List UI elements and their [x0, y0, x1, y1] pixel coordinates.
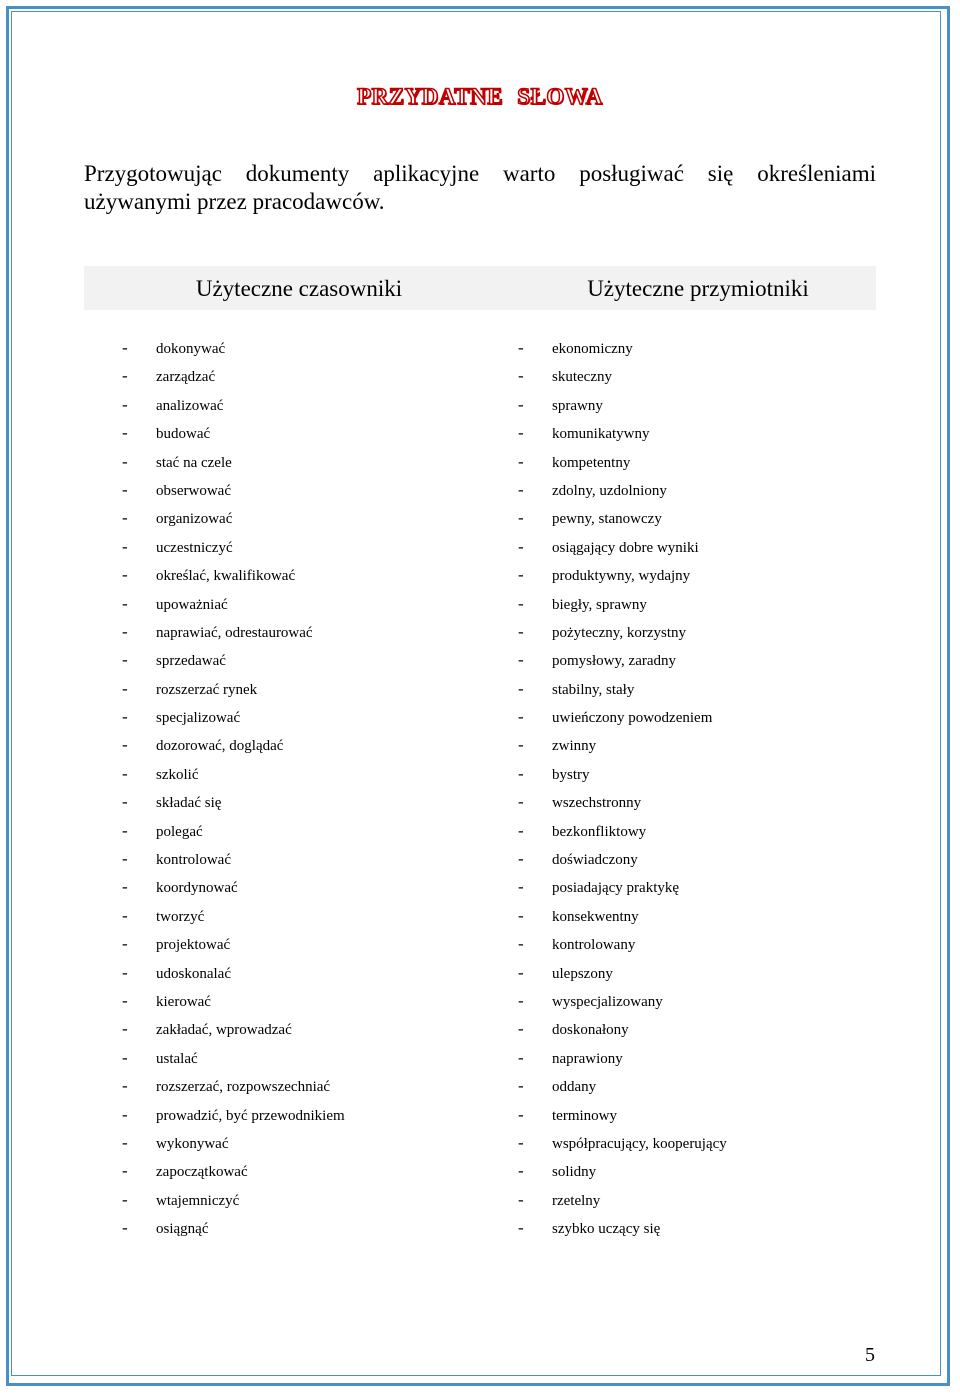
list-item [122, 1044, 345, 1072]
list-item-text: wykonywać [156, 1135, 229, 1152]
list-item [122, 1015, 345, 1043]
bullet-dash: - [122, 849, 128, 869]
list-item [122, 476, 345, 504]
list-item [518, 334, 727, 362]
bullet-dash: - [122, 735, 128, 755]
list-item-text: szybko uczący się [552, 1221, 661, 1238]
bullet-dash: - [122, 366, 128, 386]
list-item-text: produktywny, wydajny [552, 568, 691, 585]
bullet-dash: - [122, 593, 128, 613]
list-item-text: konsekwentny [552, 908, 639, 925]
bullet-dash: - [122, 934, 128, 954]
list-item-text: bystry [552, 766, 590, 783]
bullet-dash: - [122, 1132, 128, 1152]
bullet-dash: - [122, 479, 128, 499]
verbs-list [122, 334, 345, 1243]
list-item-text: określać, kwalifikować [156, 568, 296, 585]
list-item-text: budować [156, 426, 211, 443]
bullet-dash: - [518, 735, 524, 755]
list-item [122, 504, 345, 532]
bullet-dash: - [122, 962, 128, 982]
bullet-dash: - [518, 1104, 524, 1124]
list-item [122, 1157, 345, 1185]
list-item [518, 362, 727, 390]
list-item [518, 1186, 727, 1214]
list-item [122, 902, 345, 930]
page-number: 5 [865, 1344, 875, 1366]
bullet-dash: - [122, 707, 128, 727]
list-item [518, 1072, 727, 1100]
list-item-text: rozszerzać, rozpowszechniać [156, 1079, 331, 1096]
list-item [518, 731, 727, 759]
list-item [122, 334, 345, 362]
bullet-dash: - [122, 565, 128, 585]
list-item-text: sprawny [552, 397, 603, 414]
list-item [518, 1101, 727, 1129]
list-item [122, 873, 345, 901]
list-item-text: osiągnąć [156, 1221, 209, 1238]
list-item [518, 703, 727, 731]
list-item-text: naprawiony [552, 1050, 623, 1067]
bullet-dash: - [518, 990, 524, 1010]
list-item-text: sprzedawać [156, 653, 226, 670]
list-item-text: szkolić [156, 766, 199, 783]
list-item-text: uwieńczony powodzeniem [552, 710, 713, 727]
list-item [122, 1129, 345, 1157]
bullet-dash: - [518, 934, 524, 954]
list-item [518, 902, 727, 930]
bullet-dash: - [122, 905, 128, 925]
list-item-text: skuteczny [552, 369, 612, 386]
list-item-text: pożyteczny, korzystny [552, 624, 686, 641]
list-item [122, 561, 345, 589]
bullet-dash: - [122, 1047, 128, 1067]
list-item [122, 618, 345, 646]
adjectives-list [518, 334, 727, 1243]
bullet-dash: - [122, 338, 128, 357]
list-item-text: organizować [156, 511, 233, 528]
bullet-dash: - [122, 763, 128, 783]
bullet-dash: - [122, 1218, 128, 1238]
list-item [122, 1101, 345, 1129]
list-item [122, 448, 345, 476]
bullet-dash: - [518, 792, 524, 812]
page-title: PRZYDATNE SŁOWA [357, 84, 603, 109]
intro-line-2: używanymi przez pracodawców. [84, 189, 385, 214]
list-item [518, 675, 727, 703]
list-item [122, 646, 345, 674]
bullet-dash: - [122, 678, 128, 698]
list-item [518, 1015, 727, 1043]
list-item [518, 419, 727, 447]
list-item-text: składać się [156, 795, 222, 812]
list-item-text: ustalać [156, 1050, 198, 1067]
list-item-text: specjalizować [156, 710, 241, 727]
list-item-text: stać na czele [156, 454, 232, 471]
bullet-dash: - [122, 792, 128, 812]
bullet-dash: - [518, 962, 524, 982]
bullet-dash: - [518, 763, 524, 783]
bullet-dash: - [518, 1019, 524, 1039]
list-item [518, 391, 727, 419]
list-item-text: prowadzić, być przewodnikiem [156, 1107, 345, 1124]
list-item [122, 1214, 345, 1242]
list-item-text: dozorować, doglądać [156, 738, 284, 755]
list-item [122, 788, 345, 816]
bullet-dash: - [122, 1189, 128, 1209]
list-item [518, 760, 727, 788]
list-item [518, 930, 727, 958]
list-item [518, 618, 727, 646]
adjectives-column-header: Użyteczne przymiotniki [587, 276, 809, 301]
list-item-text: stabilny, stały [552, 681, 635, 698]
list-item-text: doświadczony [552, 852, 638, 869]
list-item-text: udoskonalać [156, 965, 231, 982]
list-item-text: pewny, stanowczy [552, 511, 662, 528]
list-item [518, 646, 727, 674]
list-item-text: rzetelny [552, 1192, 601, 1209]
bullet-dash: - [122, 1019, 128, 1039]
bullet-dash: - [518, 707, 524, 727]
bullet-dash: - [122, 1076, 128, 1096]
list-item [122, 817, 345, 845]
list-item-text: wyspecjalizowany [552, 993, 663, 1010]
list-item [122, 845, 345, 873]
bullet-dash: - [518, 650, 524, 670]
list-item [122, 675, 345, 703]
list-item [518, 533, 727, 561]
list-item-text: ekonomiczny [552, 341, 633, 357]
bullet-dash: - [518, 877, 524, 897]
list-item [122, 760, 345, 788]
bullet-dash: - [122, 508, 128, 528]
bullet-dash: - [518, 1218, 524, 1238]
bullet-dash: - [122, 650, 128, 670]
list-item-text: oddany [552, 1079, 597, 1096]
bullet-dash: - [122, 1161, 128, 1181]
list-item [518, 873, 727, 901]
bullet-dash: - [122, 1104, 128, 1124]
list-item [518, 1214, 727, 1242]
list-item-text: kontrolowany [552, 937, 636, 954]
list-item-text: upoważniać [156, 596, 228, 613]
list-item [122, 1186, 345, 1214]
bullet-dash: - [518, 536, 524, 556]
list-item-text: bezkonfliktowy [552, 823, 647, 840]
list-item-text: osiągający dobre wyniki [552, 539, 699, 556]
bullet-dash: - [518, 366, 524, 386]
list-item-text: doskonałony [552, 1022, 629, 1039]
bullet-dash: - [518, 451, 524, 471]
bullet-dash: - [518, 1132, 524, 1152]
bullet-dash: - [518, 508, 524, 528]
list-item-text: kontrolować [156, 852, 231, 869]
list-item-text: zwinny [552, 738, 597, 755]
list-item-text: obserwować [156, 482, 231, 499]
list-item [122, 362, 345, 390]
list-item [518, 959, 727, 987]
list-item-text: solidny [552, 1164, 597, 1181]
list-item-text: projektować [156, 937, 231, 954]
list-item [122, 930, 345, 958]
list-item [122, 533, 345, 561]
bullet-dash: - [122, 990, 128, 1010]
bullet-dash: - [122, 621, 128, 641]
bullet-dash: - [518, 479, 524, 499]
list-item-text: wtajemniczyć [156, 1192, 240, 1209]
list-item [518, 845, 727, 873]
list-item-text: uczestniczyć [156, 539, 233, 556]
list-item-text: zapoczątkować [156, 1164, 248, 1181]
list-item-text: zdolny, uzdolniony [552, 482, 667, 499]
bullet-dash: - [518, 1189, 524, 1209]
bullet-dash: - [518, 338, 524, 357]
list-item-text: kierować [156, 993, 211, 1010]
list-item [122, 987, 345, 1015]
list-item-text: terminowy [552, 1107, 617, 1124]
list-item-text: posiadający praktykę [552, 880, 680, 897]
bullet-dash: - [122, 820, 128, 840]
list-item-text: wszechstronny [552, 795, 642, 812]
list-item [518, 987, 727, 1015]
bullet-dash: - [518, 1076, 524, 1096]
bullet-dash: - [518, 423, 524, 443]
verbs-column-header: Użyteczne czasowniki [195, 276, 403, 301]
list-item-text: ulepszony [552, 965, 613, 982]
bullet-dash: - [122, 536, 128, 556]
bullet-dash: - [518, 565, 524, 585]
list-item [122, 419, 345, 447]
bullet-dash: - [122, 423, 128, 443]
list-item-text: zakładać, wprowadzać [156, 1022, 292, 1039]
bullet-dash: - [518, 394, 524, 414]
bullet-dash: - [518, 849, 524, 869]
list-item [518, 788, 727, 816]
list-item [122, 1072, 345, 1100]
list-item [518, 817, 727, 845]
bullet-dash: - [518, 1047, 524, 1067]
list-item-text: komunikatywny [552, 426, 650, 443]
bullet-dash: - [518, 1161, 524, 1181]
list-item [518, 590, 727, 618]
list-item-text: analizować [156, 397, 224, 414]
list-item [122, 391, 345, 419]
list-item-text: kompetentny [552, 454, 631, 471]
list-item [518, 1129, 727, 1157]
list-item [518, 448, 727, 476]
list-item-text: naprawiać, odrestaurować [156, 624, 313, 641]
list-item-text: zarządzać [156, 369, 216, 386]
list-item-text: koordynować [156, 880, 238, 897]
list-item [122, 731, 345, 759]
list-item-text: biegły, sprawny [552, 596, 647, 613]
list-item [122, 703, 345, 731]
list-item [518, 504, 727, 532]
list-item-text: dokonywać [156, 341, 226, 357]
list-item [518, 476, 727, 504]
intro-line-1: Przygotowując dokumenty aplikacyjne warto posługiwać się określeniami [84, 161, 876, 186]
bullet-dash: - [518, 820, 524, 840]
list-item [122, 590, 345, 618]
list-item [518, 561, 727, 589]
list-item-text: współpracujący, kooperujący [552, 1135, 727, 1152]
bullet-dash: - [518, 593, 524, 613]
bullet-dash: - [122, 394, 128, 414]
list-item-text: rozszerzać rynek [156, 681, 258, 698]
bullet-dash: - [122, 877, 128, 897]
list-item [518, 1157, 727, 1185]
list-item [518, 1044, 727, 1072]
bullet-dash: - [518, 621, 524, 641]
bullet-dash: - [518, 905, 524, 925]
intro-paragraph [84, 160, 876, 216]
bullet-dash: - [122, 451, 128, 471]
list-item-text: tworzyć [156, 908, 205, 925]
list-item [122, 959, 345, 987]
bullet-dash: - [518, 678, 524, 698]
list-item-text: pomysłowy, zaradny [552, 653, 676, 670]
list-item-text: polegać [156, 823, 203, 840]
